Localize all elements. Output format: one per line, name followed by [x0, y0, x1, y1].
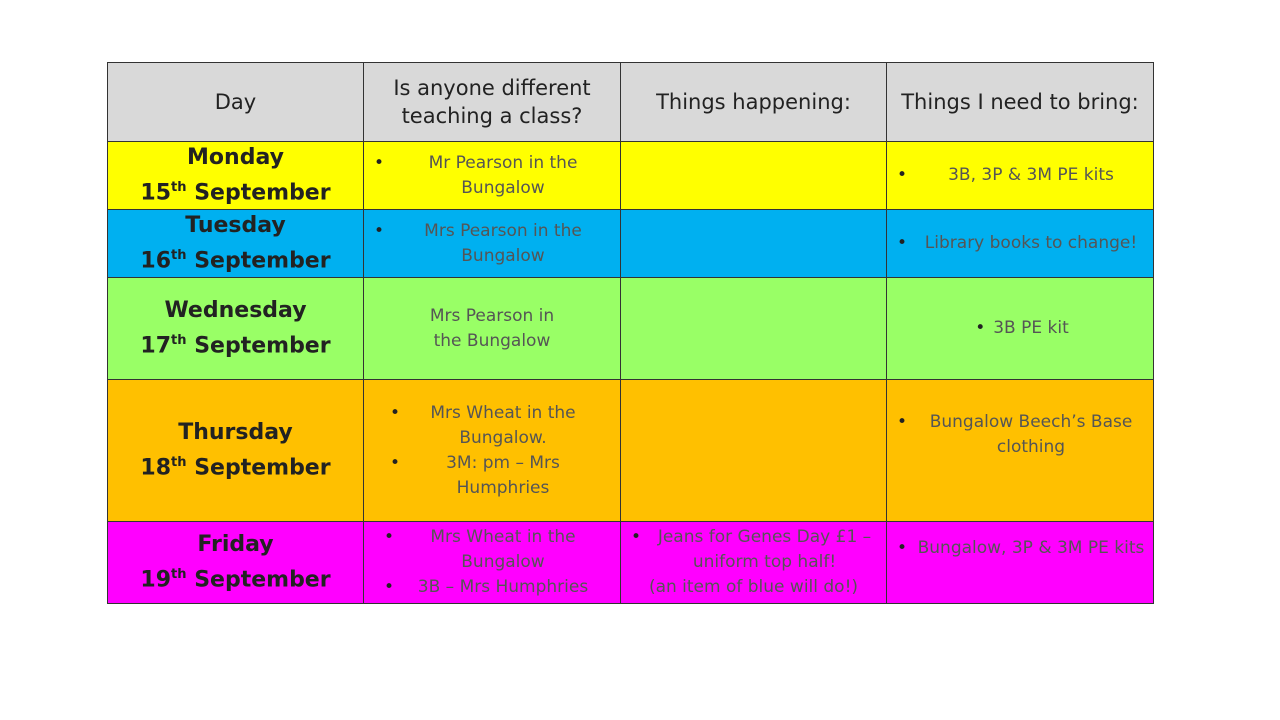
teachers-cell — [364, 142, 621, 210]
list-item: • 3B PE kit — [971, 316, 1069, 341]
day-cell — [108, 210, 364, 278]
list-item: • Mrs Wheat in the Bungalow — [380, 525, 604, 575]
list-item: • Mrs Wheat in the Bungalow. — [386, 401, 598, 451]
list-item: • 3M: pm – Mrs Humphries — [386, 451, 598, 501]
day-cell — [108, 278, 364, 380]
day-date: 19th September — [140, 566, 331, 593]
teachers-cell — [364, 210, 621, 278]
bring-cell — [887, 278, 1154, 380]
list-item: • Bungalow Beech’s Base clothing — [893, 410, 1147, 460]
day-date: 17th September — [140, 332, 331, 359]
teachers-text: Mrs Pearson in the Bungalow — [429, 305, 555, 351]
list-item: • Library books to change! — [893, 231, 1147, 256]
day-cell — [108, 522, 364, 604]
day-cell — [108, 380, 364, 522]
day-name: Wednesday — [164, 297, 307, 323]
day-date: 18th September — [140, 454, 331, 481]
bring-cell — [887, 142, 1154, 210]
header-bring: Things I need to bring: — [887, 63, 1154, 142]
happening-cell — [621, 210, 887, 278]
row-friday — [108, 522, 1154, 604]
row-wednesday — [108, 278, 1154, 380]
header-row — [108, 63, 1154, 142]
happening-cell — [621, 278, 887, 380]
list-item: • Jeans for Genes Day £1 – uniform top half! — [627, 525, 880, 575]
day-cell — [108, 142, 364, 210]
day-name: Friday — [197, 531, 274, 557]
list-item: • Mr Pearson in the Bungalow — [370, 151, 614, 201]
happening-cell — [621, 522, 887, 604]
header-teachers: Is anyone different teaching a class? — [364, 63, 621, 142]
day-date: 15th September — [140, 179, 331, 206]
teachers-cell — [364, 278, 621, 380]
list-item: • 3B – Mrs Humphries — [380, 575, 604, 600]
day-name: Thursday — [178, 419, 293, 445]
happening-cell — [621, 380, 887, 522]
list-item: • Mrs Pearson in the Bungalow — [370, 219, 614, 269]
list-item: • Bungalow, 3P & 3M PE kits — [893, 536, 1147, 561]
day-name: Tuesday — [185, 212, 286, 238]
row-tuesday — [108, 210, 1154, 278]
day-name: Monday — [187, 144, 284, 170]
bring-cell — [887, 522, 1154, 604]
weekly-schedule-table — [107, 62, 1154, 604]
row-monday — [108, 142, 1154, 210]
header-happening: Things happening: — [621, 63, 887, 142]
teachers-cell — [364, 380, 621, 522]
row-thursday — [108, 380, 1154, 522]
bring-cell — [887, 210, 1154, 278]
happening-note: (an item of blue will do!) — [648, 577, 859, 597]
list-item: • 3B, 3P & 3M PE kits — [893, 163, 1147, 188]
bring-cell — [887, 380, 1154, 522]
teachers-cell — [364, 522, 621, 604]
happening-cell — [621, 142, 887, 210]
day-date: 16th September — [140, 247, 331, 274]
header-day: Day — [108, 63, 364, 142]
